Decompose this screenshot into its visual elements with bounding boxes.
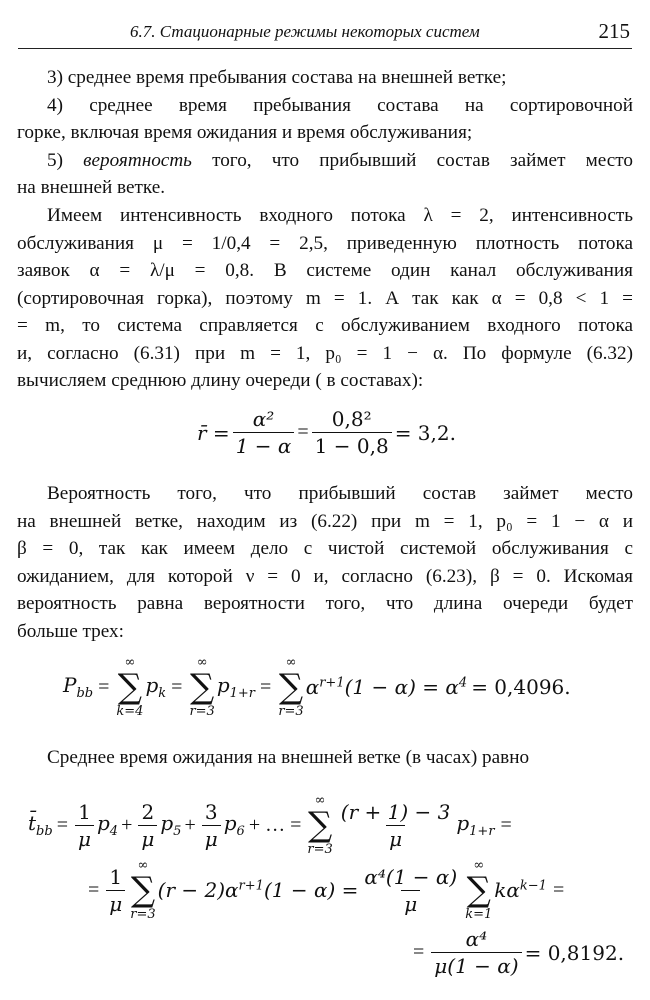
formula3-lhs bbox=[28, 811, 53, 839]
para2-line-6: больше трех: bbox=[17, 620, 124, 642]
formula2-term-2 bbox=[217, 673, 255, 701]
list-items bbox=[17, 64, 633, 202]
formula2-sum-2: ∞ ∑ r=3 bbox=[189, 655, 215, 719]
formula3-f4-num: (r + 1) − 3 bbox=[340, 799, 451, 824]
formula2-result: = 0,4096. bbox=[471, 675, 571, 699]
formula3-frac-g1 bbox=[106, 866, 125, 915]
chapter-title: 6.7. Стационарные режимы некоторых систем bbox=[130, 22, 480, 41]
formula3-f2-num: 2 bbox=[141, 799, 155, 824]
formula2-sum-3: ∞ ∑ r=3 bbox=[278, 655, 304, 719]
formula3-dots: + … = bbox=[248, 813, 302, 836]
formula3-eq: = bbox=[56, 813, 68, 836]
formula2-lhs-sub: bb bbox=[76, 686, 94, 701]
formula3-line3-result: = 0,8192. bbox=[524, 940, 625, 965]
formula3-p5-symbol: p bbox=[160, 811, 174, 835]
formula3-plus-1: + bbox=[121, 813, 133, 836]
formula1-lhs: r̄ = bbox=[197, 420, 230, 445]
formula2-term3-sup: r+1 bbox=[319, 675, 345, 691]
para2-line-1: Вероятность того, что прибывший состав займет место bbox=[47, 483, 633, 504]
para1-line-4: (сортировочная горка), поэтому m = 1. А так как α = 0,8 < 1 = bbox=[17, 287, 633, 309]
formula1-frac2-den: 1 − 0,8 bbox=[312, 432, 392, 457]
formula3-f2-den: μ bbox=[138, 825, 157, 850]
formula3-line3-lead: = bbox=[413, 941, 425, 963]
formula3-g2-den: μ bbox=[401, 890, 420, 915]
formula3-p6-symbol: p bbox=[223, 811, 237, 835]
formula3-g1-num: 1 bbox=[109, 864, 123, 889]
running-header bbox=[18, 18, 632, 48]
formula3-frac-4 bbox=[338, 801, 454, 850]
formula2-sum3-bottom: r=3 bbox=[278, 704, 304, 719]
item-5-number: 5) bbox=[47, 149, 63, 171]
formula2-sum1-top: ∞ bbox=[124, 655, 136, 670]
formula1-frac1-den: 1 − α bbox=[233, 432, 295, 457]
item-5-line-2: на внешней ветке. bbox=[17, 177, 166, 198]
formula3-sum-3: ∞ ∑ k=1 bbox=[465, 858, 493, 922]
para1-line-7: вычисляем среднюю длину очереди ( в составах): bbox=[17, 370, 424, 391]
formula3-sum3-bottom: k=1 bbox=[465, 907, 493, 922]
formula2-term2-sub: 1+r bbox=[229, 686, 256, 701]
formula2-lhs-symbol: P bbox=[63, 673, 77, 697]
para2-line-5: вероятность равна вероятности того, что длина очереди будет bbox=[17, 593, 633, 614]
formula2-sum2-top: ∞ bbox=[196, 655, 208, 670]
formula3-line2-sup: r+1 bbox=[238, 878, 264, 894]
formula2-term-1 bbox=[145, 673, 166, 701]
item-5-rest: того, что прибывший состав займет место bbox=[212, 149, 633, 171]
formula3-p5-sub: 5 bbox=[173, 824, 182, 839]
formula2-term1-symbol: p bbox=[145, 673, 159, 697]
formula1-frac-1 bbox=[233, 408, 295, 457]
formula3-sum2-bottom: r=3 bbox=[130, 907, 156, 922]
formula1-frac2-num: 0,8² bbox=[331, 407, 372, 431]
para2-line-4: ожиданием, для которой ν = 0 и, согласно (6.23), β = 0. Искомая bbox=[17, 565, 633, 587]
formula3-h-den: μ(1 − α) bbox=[431, 952, 521, 977]
header-rule bbox=[18, 48, 632, 49]
formula3-p6 bbox=[224, 811, 245, 839]
formula3-frac-h bbox=[431, 928, 521, 977]
item-5-line-1 bbox=[17, 147, 633, 175]
formula3-sum-2: ∞ ∑ r=3 bbox=[130, 858, 156, 922]
formula3-line2-eq: = bbox=[552, 878, 565, 901]
formula2-sum2-bottom: r=3 bbox=[189, 704, 215, 719]
item-4-line-1: 4) среднее время пребывания состава на сортировочной bbox=[47, 94, 633, 116]
para3-line-1: Среднее время ожидания на внешней ветке (в часах) равно bbox=[47, 747, 530, 768]
formula3-g2-num: α⁴(1 − α) bbox=[364, 864, 458, 889]
formula3-p1r-sub: 1+r bbox=[469, 824, 495, 839]
formula3-frac-1 bbox=[75, 801, 94, 850]
formula3-p5 bbox=[160, 811, 181, 839]
formula2-term3-tail: (1 − α) = α bbox=[344, 675, 459, 699]
formula-wait-line-1 bbox=[28, 793, 512, 857]
para1-line-5: = m, то система справляется с обслуживанием входного потока bbox=[17, 315, 633, 336]
formula3-frac-3 bbox=[202, 801, 221, 850]
formula1-result: = 3,2. bbox=[394, 420, 456, 445]
formula3-line2-tail: (1 − α) = bbox=[263, 878, 359, 902]
formula-wait-line-2 bbox=[88, 858, 564, 922]
formula2-lhs bbox=[63, 673, 93, 701]
formula3-line2-end-text: kα bbox=[494, 878, 520, 902]
formula3-f1-num: 1 bbox=[78, 799, 91, 824]
formula1-frac1-num: α² bbox=[252, 407, 275, 431]
formula3-line2-end-sup: k−1 bbox=[519, 878, 547, 894]
formula3-f3-den: μ bbox=[202, 825, 221, 850]
formula3-plus-2: + bbox=[184, 813, 196, 836]
formula3-f4-den: μ bbox=[386, 825, 405, 850]
formula2-sum3-top: ∞ bbox=[285, 655, 297, 670]
formula2-eq-3: = bbox=[260, 675, 272, 698]
formula-wait-line-3 bbox=[413, 928, 624, 977]
para1-line-2: обслуживания μ = 1/0,4 = 2,5, приведенную плотность потока bbox=[17, 232, 633, 254]
formula3-line2-lead: = bbox=[88, 878, 100, 901]
formula3-sum-1: ∞ ∑ r=3 bbox=[307, 793, 333, 857]
formula3-lhs-symbol: t̄ bbox=[28, 811, 37, 835]
formula3-p1r bbox=[456, 811, 494, 839]
formula2-eq-2: = bbox=[171, 675, 183, 698]
formula3-sum1-bottom: r=3 bbox=[307, 842, 333, 857]
formula1-eq: = bbox=[297, 421, 309, 443]
formula2-sum1-bottom: k=4 bbox=[116, 704, 144, 719]
item-5-emphasis: вероятность bbox=[83, 149, 192, 171]
formula2-term3-symbol: α bbox=[305, 675, 320, 699]
formula3-p4-sub: 4 bbox=[109, 824, 119, 839]
formula-mean-queue bbox=[197, 408, 456, 457]
formula3-h-num: α⁴ bbox=[465, 927, 488, 951]
formula3-line2-mid bbox=[158, 878, 359, 902]
formula3-lhs-sub: bb bbox=[36, 824, 53, 839]
formula3-p4-symbol: p bbox=[96, 811, 110, 835]
formula-probability bbox=[63, 655, 571, 719]
formula3-p6-sub: 6 bbox=[236, 824, 245, 839]
formula3-g1-den: μ bbox=[106, 890, 125, 915]
page-number: 215 bbox=[598, 19, 630, 43]
paragraph-1 bbox=[17, 202, 633, 395]
formula3-p1r-symbol: p bbox=[456, 811, 470, 835]
formula3-line2-end bbox=[494, 878, 547, 902]
para2-line-3: β = 0, так как имеем дело с чистой системой обслуживания с bbox=[17, 538, 633, 559]
formula3-sum3-top: ∞ bbox=[473, 858, 485, 873]
item-4-line-2: горке, включая время ожидания и время обслуживания; bbox=[17, 122, 473, 143]
formula2-term-3 bbox=[306, 675, 467, 699]
formula2-eq: = bbox=[98, 675, 110, 698]
para2-line-2: на внешней ветке, находим из (6.22) при m = 1, p₀ = 1 − α и bbox=[17, 510, 633, 532]
formula2-term2-symbol: p bbox=[216, 673, 230, 697]
formula2-term3-pow: 4 bbox=[458, 675, 468, 691]
paragraph-2 bbox=[17, 480, 633, 645]
formula3-tail: = bbox=[500, 813, 512, 836]
item-3: 3) среднее время пребывания состава на внешней ветке; bbox=[47, 67, 507, 88]
formula3-f1-den: μ bbox=[75, 825, 94, 850]
para1-line-1: Имеем интенсивность входного потока λ = 2, интенсивность bbox=[47, 205, 633, 226]
formula2-term1-sub: k bbox=[158, 686, 167, 701]
formula3-frac-2 bbox=[138, 801, 157, 850]
formula3-frac-g2 bbox=[361, 866, 460, 915]
para1-line-6: и, согласно (6.31) при m = 1, p₀ = 1 − α. По формуле (6.32) bbox=[17, 342, 633, 364]
paragraph-3 bbox=[17, 744, 633, 772]
formula3-sum2-top: ∞ bbox=[137, 858, 149, 873]
formula3-line2-mid-text: (r − 2)α bbox=[157, 878, 239, 902]
para1-line-3: заявок α = λ/μ = 0,8. В системе один канал обслуживания bbox=[17, 260, 633, 281]
formula3-f3-num: 3 bbox=[204, 799, 218, 824]
formula2-sum-1: ∞ ∑ k=4 bbox=[116, 655, 144, 719]
formula1-frac-2 bbox=[312, 408, 392, 457]
formula3-sum1-top: ∞ bbox=[314, 793, 326, 808]
formula3-p4 bbox=[97, 811, 118, 839]
